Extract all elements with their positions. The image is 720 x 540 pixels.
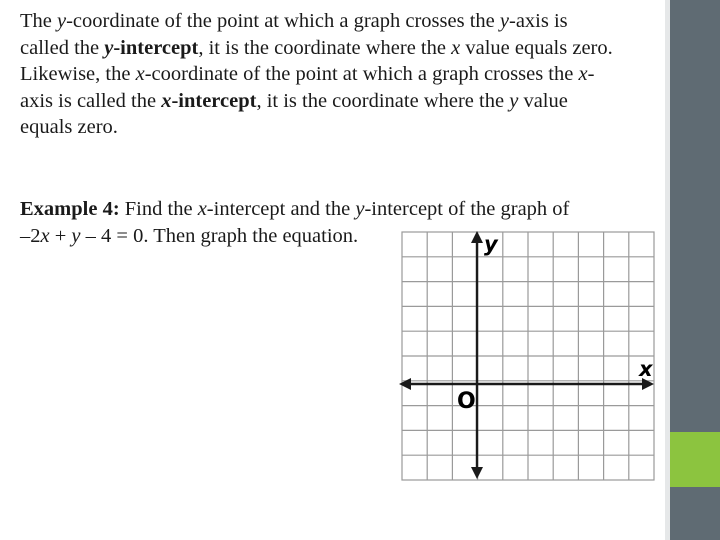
definition-line-3: Likewise, the x-coordinate of the point at which a graph crosses the x- — [20, 63, 595, 85]
origin-label: O — [457, 389, 476, 414]
example-line-2: –2x + y – 4 = 0. Then graph the equation. — [20, 224, 359, 247]
intercept-definition-paragraph — [20, 8, 665, 141]
definition-line-5: equals zero. — [20, 116, 118, 138]
definition-line-2: called the y-intercept, it is the coordinate where the x value equals zero. — [20, 36, 613, 59]
x-axis-label: x — [639, 357, 653, 381]
coordinate-grid — [399, 229, 657, 481]
definition-line-1: The y-coordinate of the point at which a graph crosses the y-axis is — [20, 10, 568, 32]
example-line-1: Example 4: Find the x-intercept and the y-intercept of the graph of — [20, 198, 570, 220]
example-label: Example 4: — [20, 198, 120, 220]
sidebar-accent-block — [670, 432, 720, 487]
y-axis-label: y — [484, 232, 498, 256]
definition-line-4: axis is called the x-intercept, it is the coordinate where the y value — [20, 89, 568, 112]
